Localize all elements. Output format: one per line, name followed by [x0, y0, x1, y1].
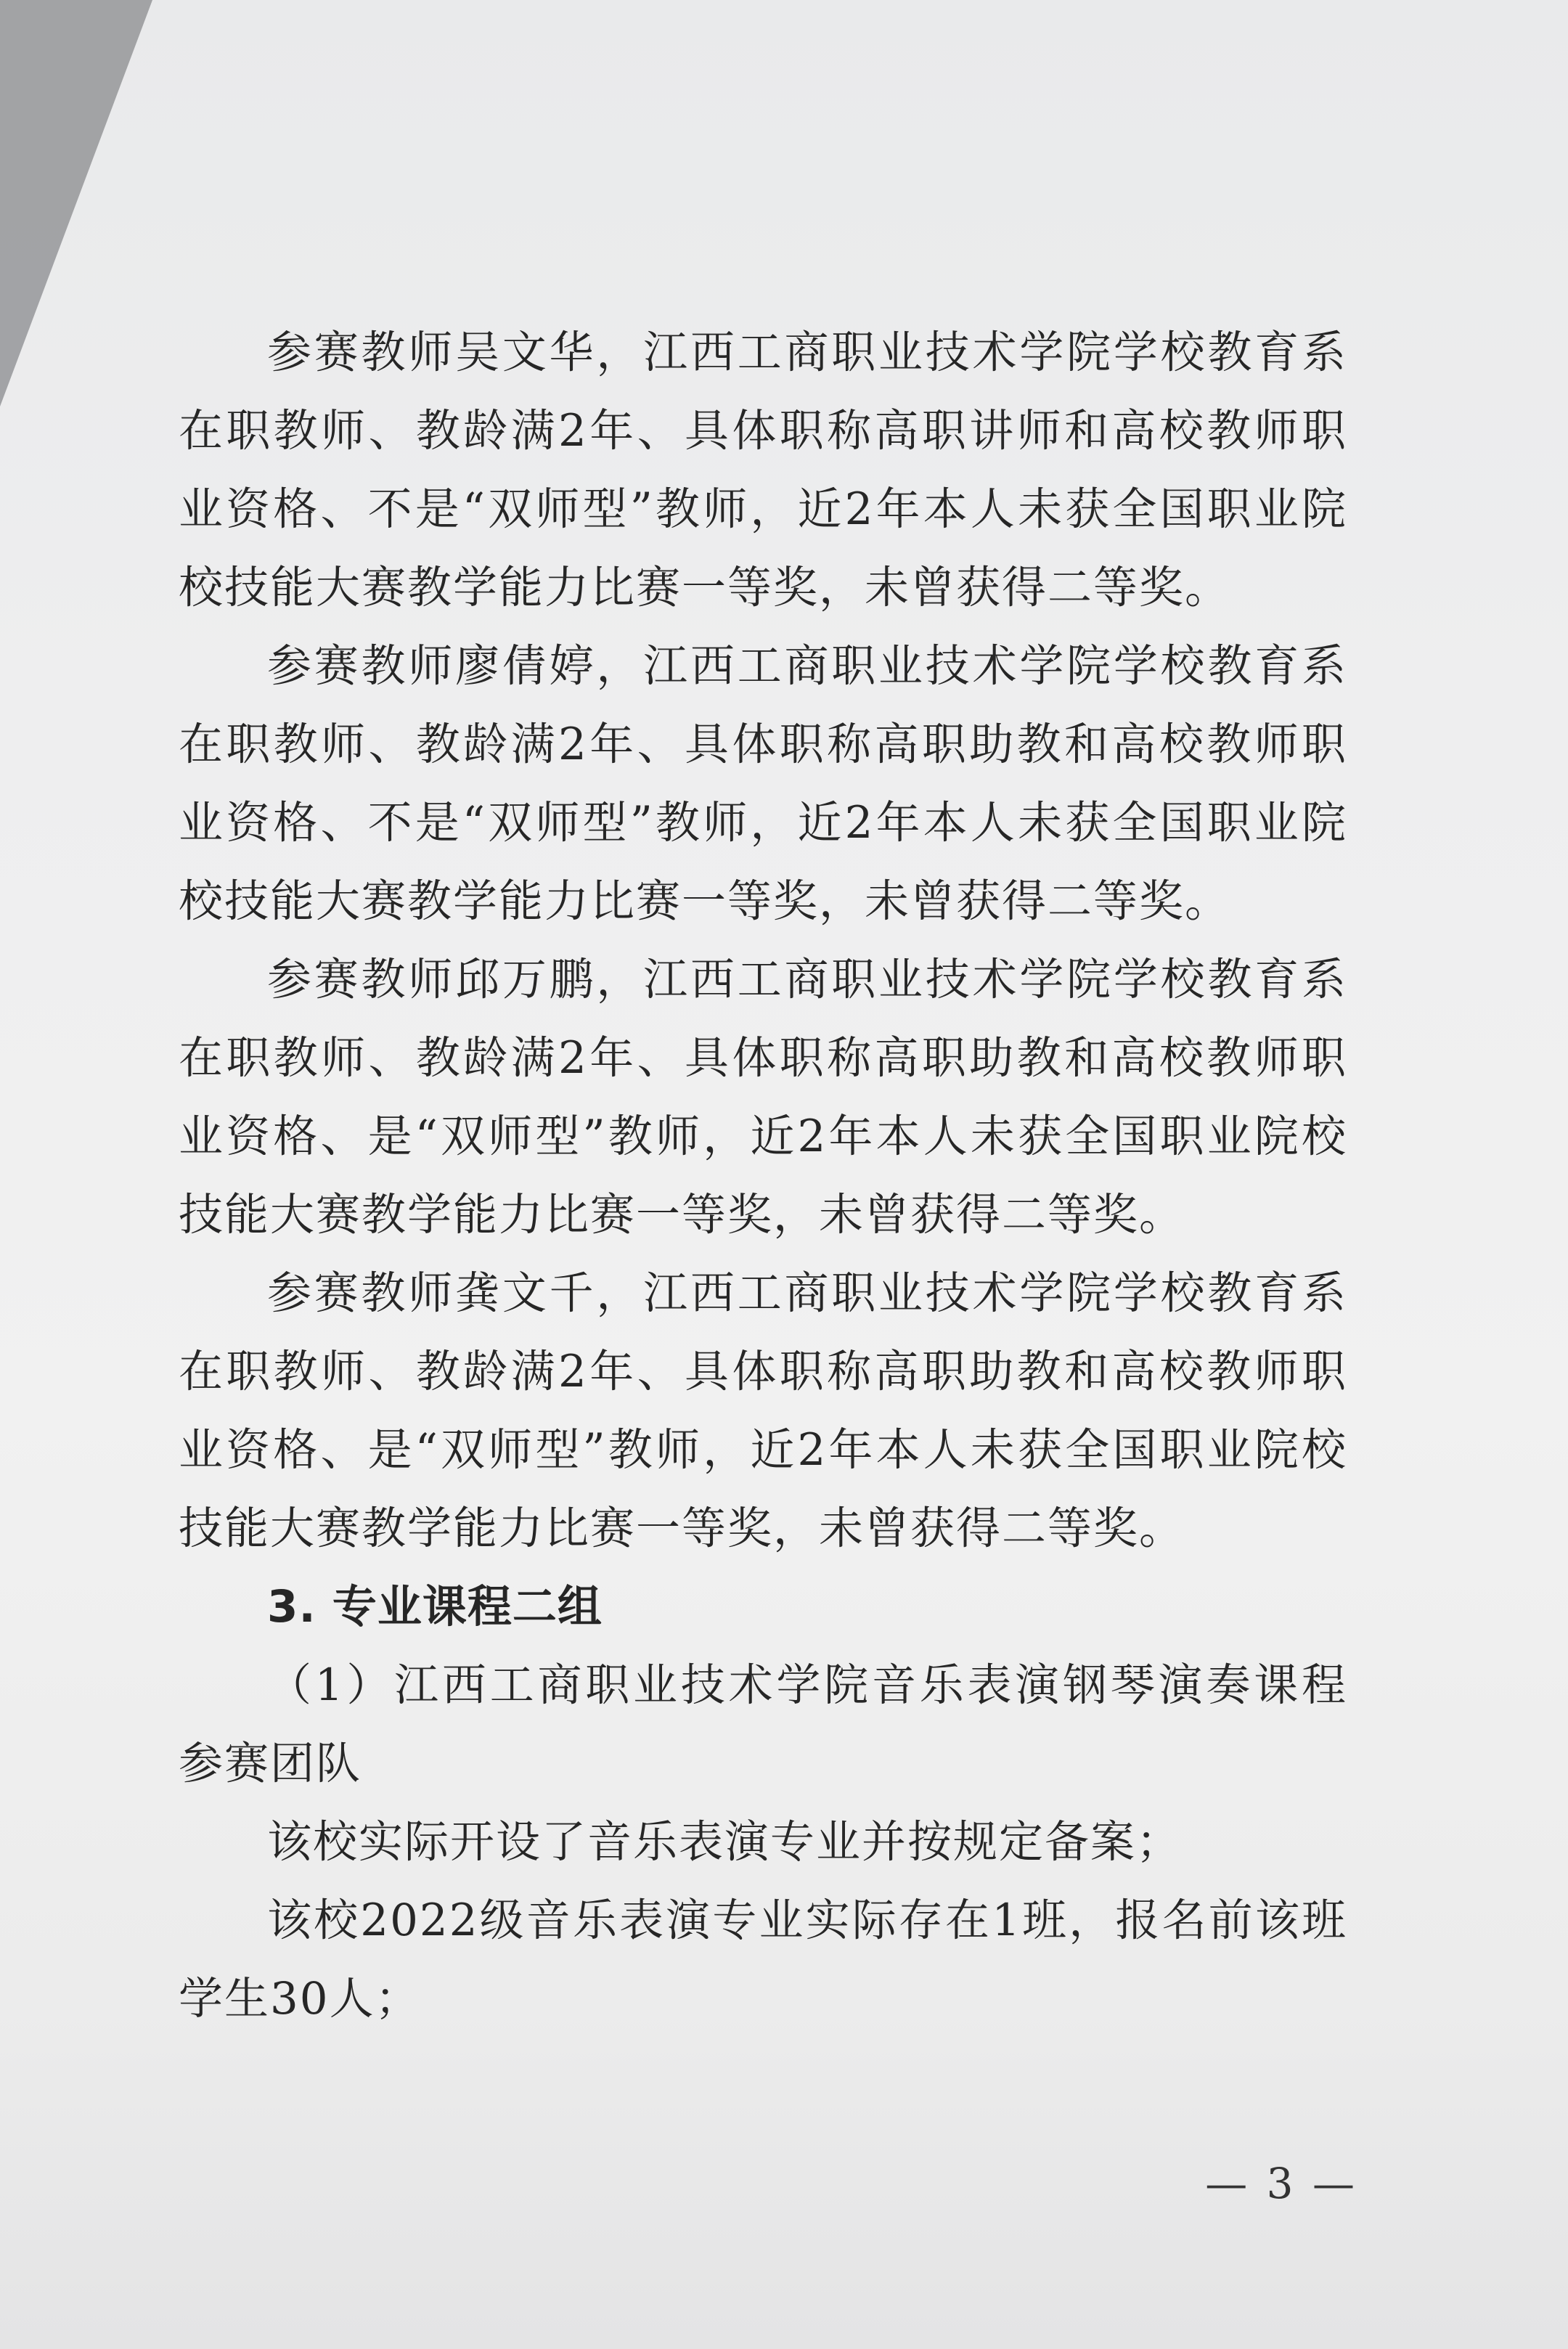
paragraph-teacher-gong: 参赛教师龚文千，江西工商职业技术学院学校教育系在职教师、教龄满2年、具体职称高职助教和高校教师职业资格、是“双师型”教师，近2年本人未获全国职业院校技能大赛教学能力比赛一等奖，未曾获得二等奖。 [179, 1267, 1347, 1554]
document-body [179, 314, 1347, 2038]
paragraph-teacher-qiu: 参赛教师邱万鹏，江西工商职业技术学院学校教育系在职教师、教龄满2年、具体职称高职助教和高校教师职业资格、是“双师型”教师，近2年本人未获全国职业院校技能大赛教学能力比赛一等奖，未曾获得二等奖。 [179, 954, 1347, 1241]
paragraph-teacher-wu: 参赛教师吴文华，江西工商职业技术学院学校教育系在职教师、教龄满2年、具体职称高职讲师和高校教师职业资格、不是“双师型”教师，近2年本人未获全国职业院校技能大赛教学能力比赛一等奖，未曾获得二等奖。 [179, 327, 1347, 613]
page-number: — 3 — [1205, 2159, 1357, 2208]
subsection-heading: （1）江西工商职业技术学院音乐表演钢琴演奏课程参赛团队 [179, 1659, 1347, 1789]
paragraph-teacher-liao: 参赛教师廖倩婷，江西工商职业技术学院学校教育系在职教师、教龄满2年、具体职称高职助教和高校教师职业资格、不是“双师型”教师，近2年本人未获全国职业院校技能大赛教学能力比赛一等奖，未曾获得二等奖。 [179, 640, 1347, 927]
paragraph-class: 该校2022级音乐表演专业实际存在1班，报名前该班学生30人； [179, 1895, 1347, 2025]
section-heading: 3. 专业课程二组 [267, 1581, 603, 1633]
paragraph-major: 该校实际开设了音乐表演专业并按规定备案； [267, 1816, 1183, 1868]
page-shadow [0, 0, 152, 407]
